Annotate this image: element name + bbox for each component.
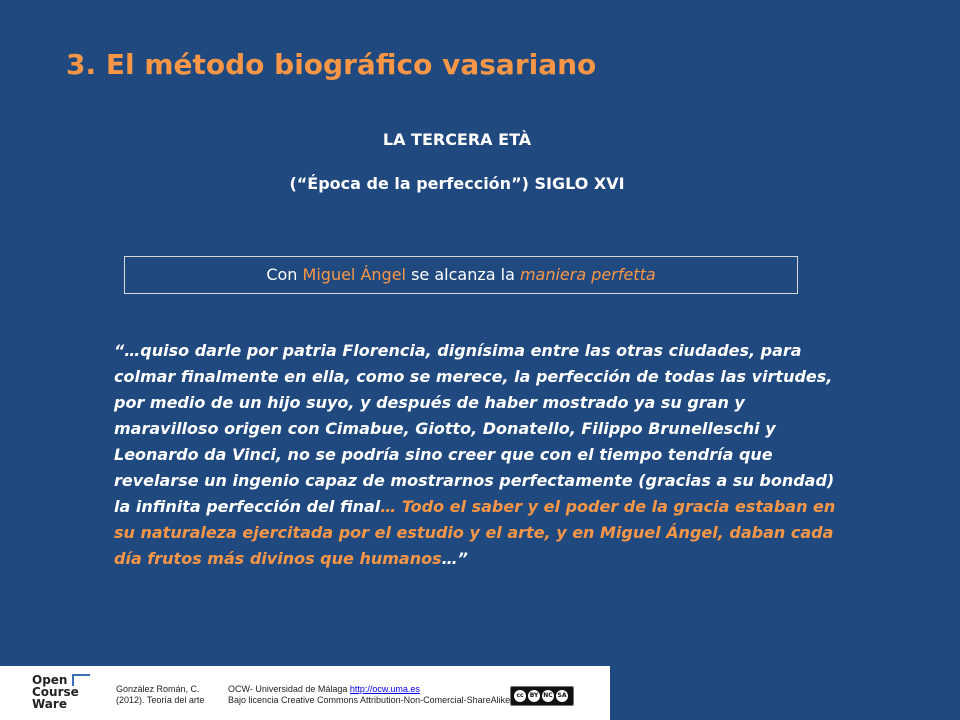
box-term: maniera perfetta	[519, 265, 656, 284]
logo-line-1: Open	[32, 673, 68, 687]
period-heading: LA TERCERA ETÀ	[382, 130, 532, 149]
quote-ending: …”	[441, 549, 468, 568]
nc-icon: NC	[542, 690, 554, 702]
ocw-credit	[228, 684, 510, 706]
creative-commons-badge[interactable]	[510, 686, 574, 706]
by-icon: BY	[528, 690, 540, 702]
logo-mark-icon	[72, 674, 90, 686]
author-line-1: González Román, C.	[116, 684, 200, 694]
cc-icon: cc	[514, 690, 526, 702]
opencourseware-logo[interactable]	[32, 674, 96, 714]
logo-line-2: Course	[32, 685, 79, 699]
box-name: Miguel Ángel	[302, 265, 406, 284]
quote-white-part: “…quiso darle por patria Florencia, dignísima entre las otras ciudades, para colmar finalmente en ella, como se merece, la perfección de todas las virtudes, por medio de un hijo suyo, y después de haber mostrado ya su gran y maravilloso origen con Cimabue, Giotto, Donatello, Filippo Brunelleschi y Leonardo da Vinci, no se podría sino creer que con el tiempo tendría que revelarse un ingenio capaz de mostrarnos perfectamente (gracias a su bondad) la infinita perfección del final	[114, 341, 835, 516]
slide-title: 3. El método biográfico vasariano	[66, 48, 597, 81]
box-text-start: Con	[266, 265, 303, 284]
quote-orange-part: … Todo el saber y el poder de la gracia estaban en su naturaleza ejercitada por el estudio y el arte, y en Miguel Ángel, daban cada día frutos más divinos que humanos	[114, 497, 836, 568]
period-subheading: (“Época de la perfección”) SIGLO XVI	[289, 174, 625, 193]
vasari-quote	[114, 338, 854, 572]
sa-icon: SA	[556, 690, 568, 702]
logo-line-3: Ware	[32, 697, 67, 711]
highlight-box	[124, 256, 798, 294]
footer-bar	[0, 666, 610, 720]
author-credit	[116, 684, 204, 706]
box-text-middle: se alcanza la	[405, 265, 520, 284]
author-line-2: (2012). Teoría del arte	[116, 695, 205, 705]
ocw-prefix: OCW- Universidad de Málaga	[228, 684, 350, 694]
license-text: Bajo licencia Creative Commons Attribution-Non-Comercial-ShareAlike	[228, 695, 511, 705]
ocw-link[interactable]: http://ocw.uma.es	[349, 684, 420, 694]
